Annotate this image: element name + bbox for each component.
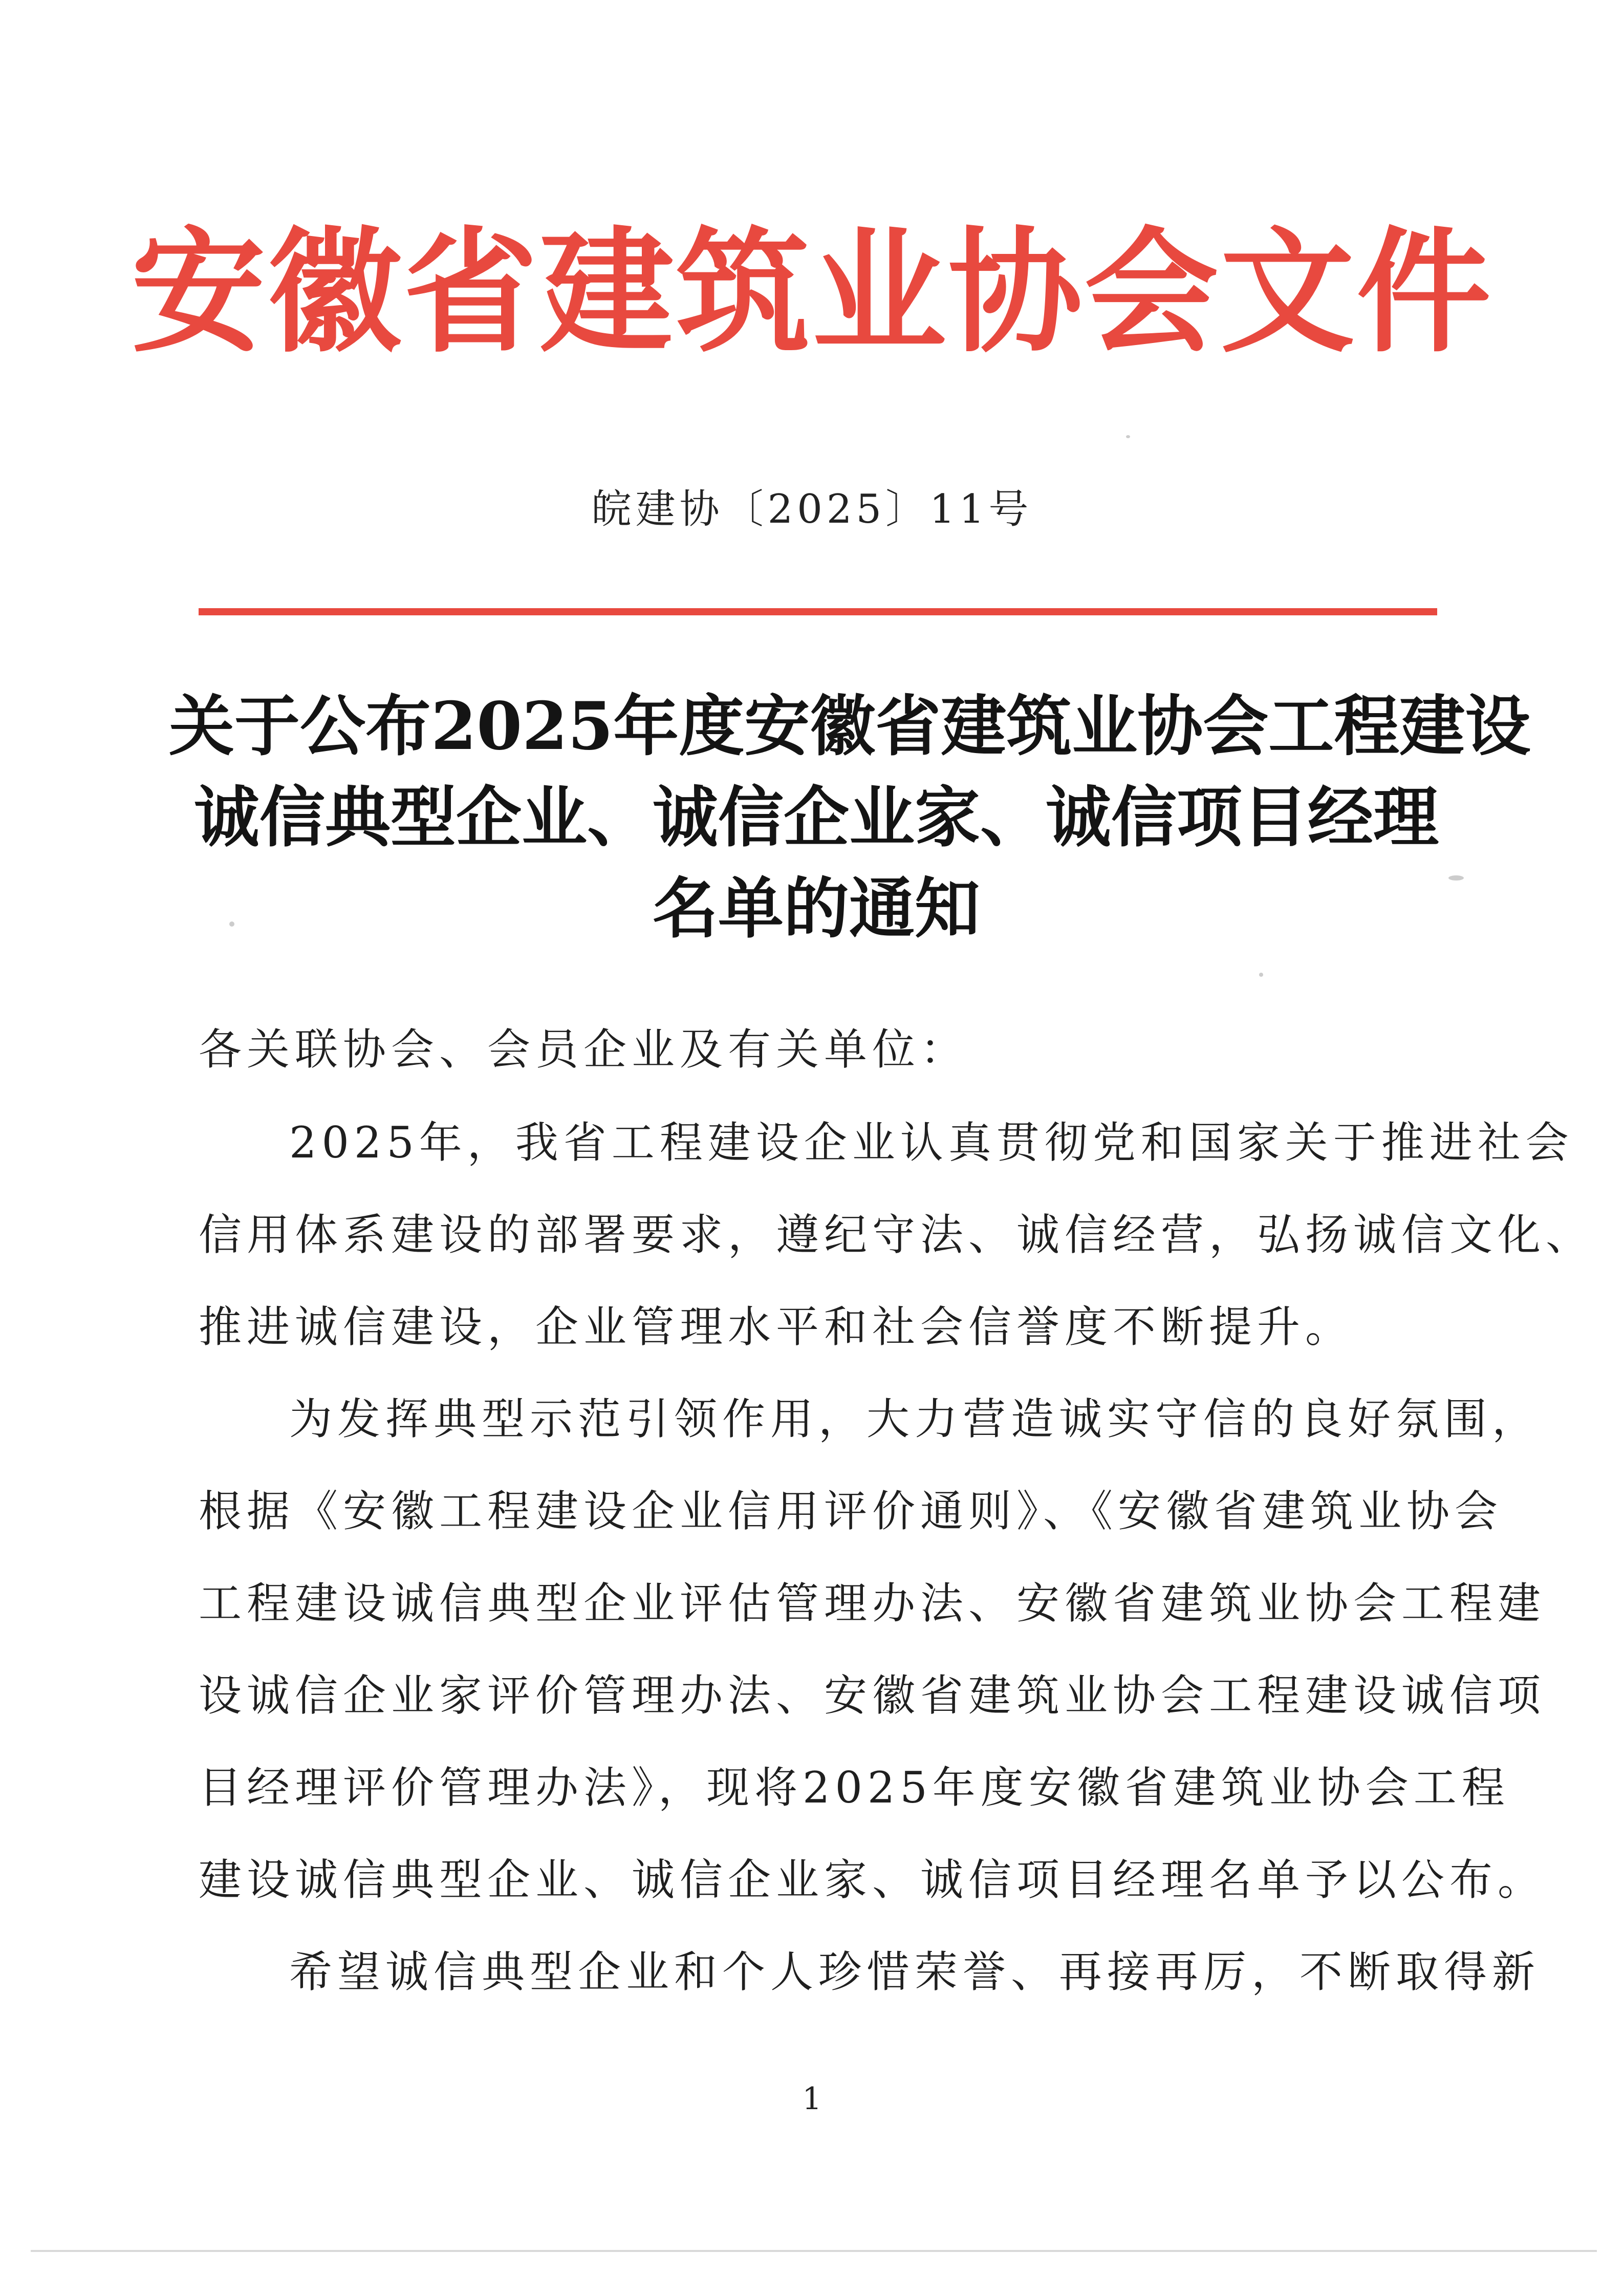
scan-speck (1259, 973, 1263, 977)
body-line: 信用体系建设的部署要求，遵纪守法、诚信经营，弘扬诚信文化、 (199, 1210, 1594, 1260)
body-line: 2025年，我省工程建设企业认真贯彻党和国家关于推进社会 (289, 1118, 1574, 1168)
body-line: 推进诚信建设，企业管理水平和社会信誉度不断提升。 (199, 1302, 1354, 1352)
body-line: 为发挥典型示范引领作用，大力营造诚实守信的良好氛围， (289, 1394, 1541, 1444)
body-line: 设诚信企业家评价管理办法、安徽省建筑业协会工程建设诚信项 (199, 1670, 1546, 1721)
page-number: 1 (802, 2081, 822, 2117)
body-line: 工程建设诚信典型企业评估管理办法、安徽省建筑业协会工程建 (199, 1578, 1546, 1628)
body-line: 建设诚信典型企业、诚信企业家、诚信项目经理名单予以公布。 (199, 1855, 1546, 1905)
scan-speck (1126, 435, 1130, 438)
notice-title (169, 681, 1531, 954)
notice-title-line: 关于公布2025年度安徽省建筑业协会工程建设 (169, 688, 1531, 765)
body-line: 目经理评价管理办法》，现将2025年度安徽省建筑业协会工程 (199, 1763, 1510, 1813)
scan-edge-line (31, 2250, 1597, 2252)
body-line: 希望诚信典型企业和个人珍惜荣誉、再接再厉，不断取得新 (289, 1947, 1541, 1997)
notice-title-line: 名单的通知 (652, 870, 980, 947)
notice-title-line: 诚信典型企业、诚信企业家、诚信项目经理 (193, 779, 1439, 856)
masthead-title: 安徽省建筑业协会文件 (131, 213, 1493, 371)
scan-speck (229, 921, 234, 927)
red-divider-rule (199, 608, 1437, 615)
body-line: 根据《安徽工程建设企业信用评价通则》、《安徽省建筑业协会 (199, 1486, 1503, 1536)
scan-speck (1448, 875, 1464, 881)
document-number: 皖建协〔2025〕11号 (591, 486, 1033, 532)
salutation: 各关联协会、会员企业及有关单位： (199, 1024, 969, 1075)
